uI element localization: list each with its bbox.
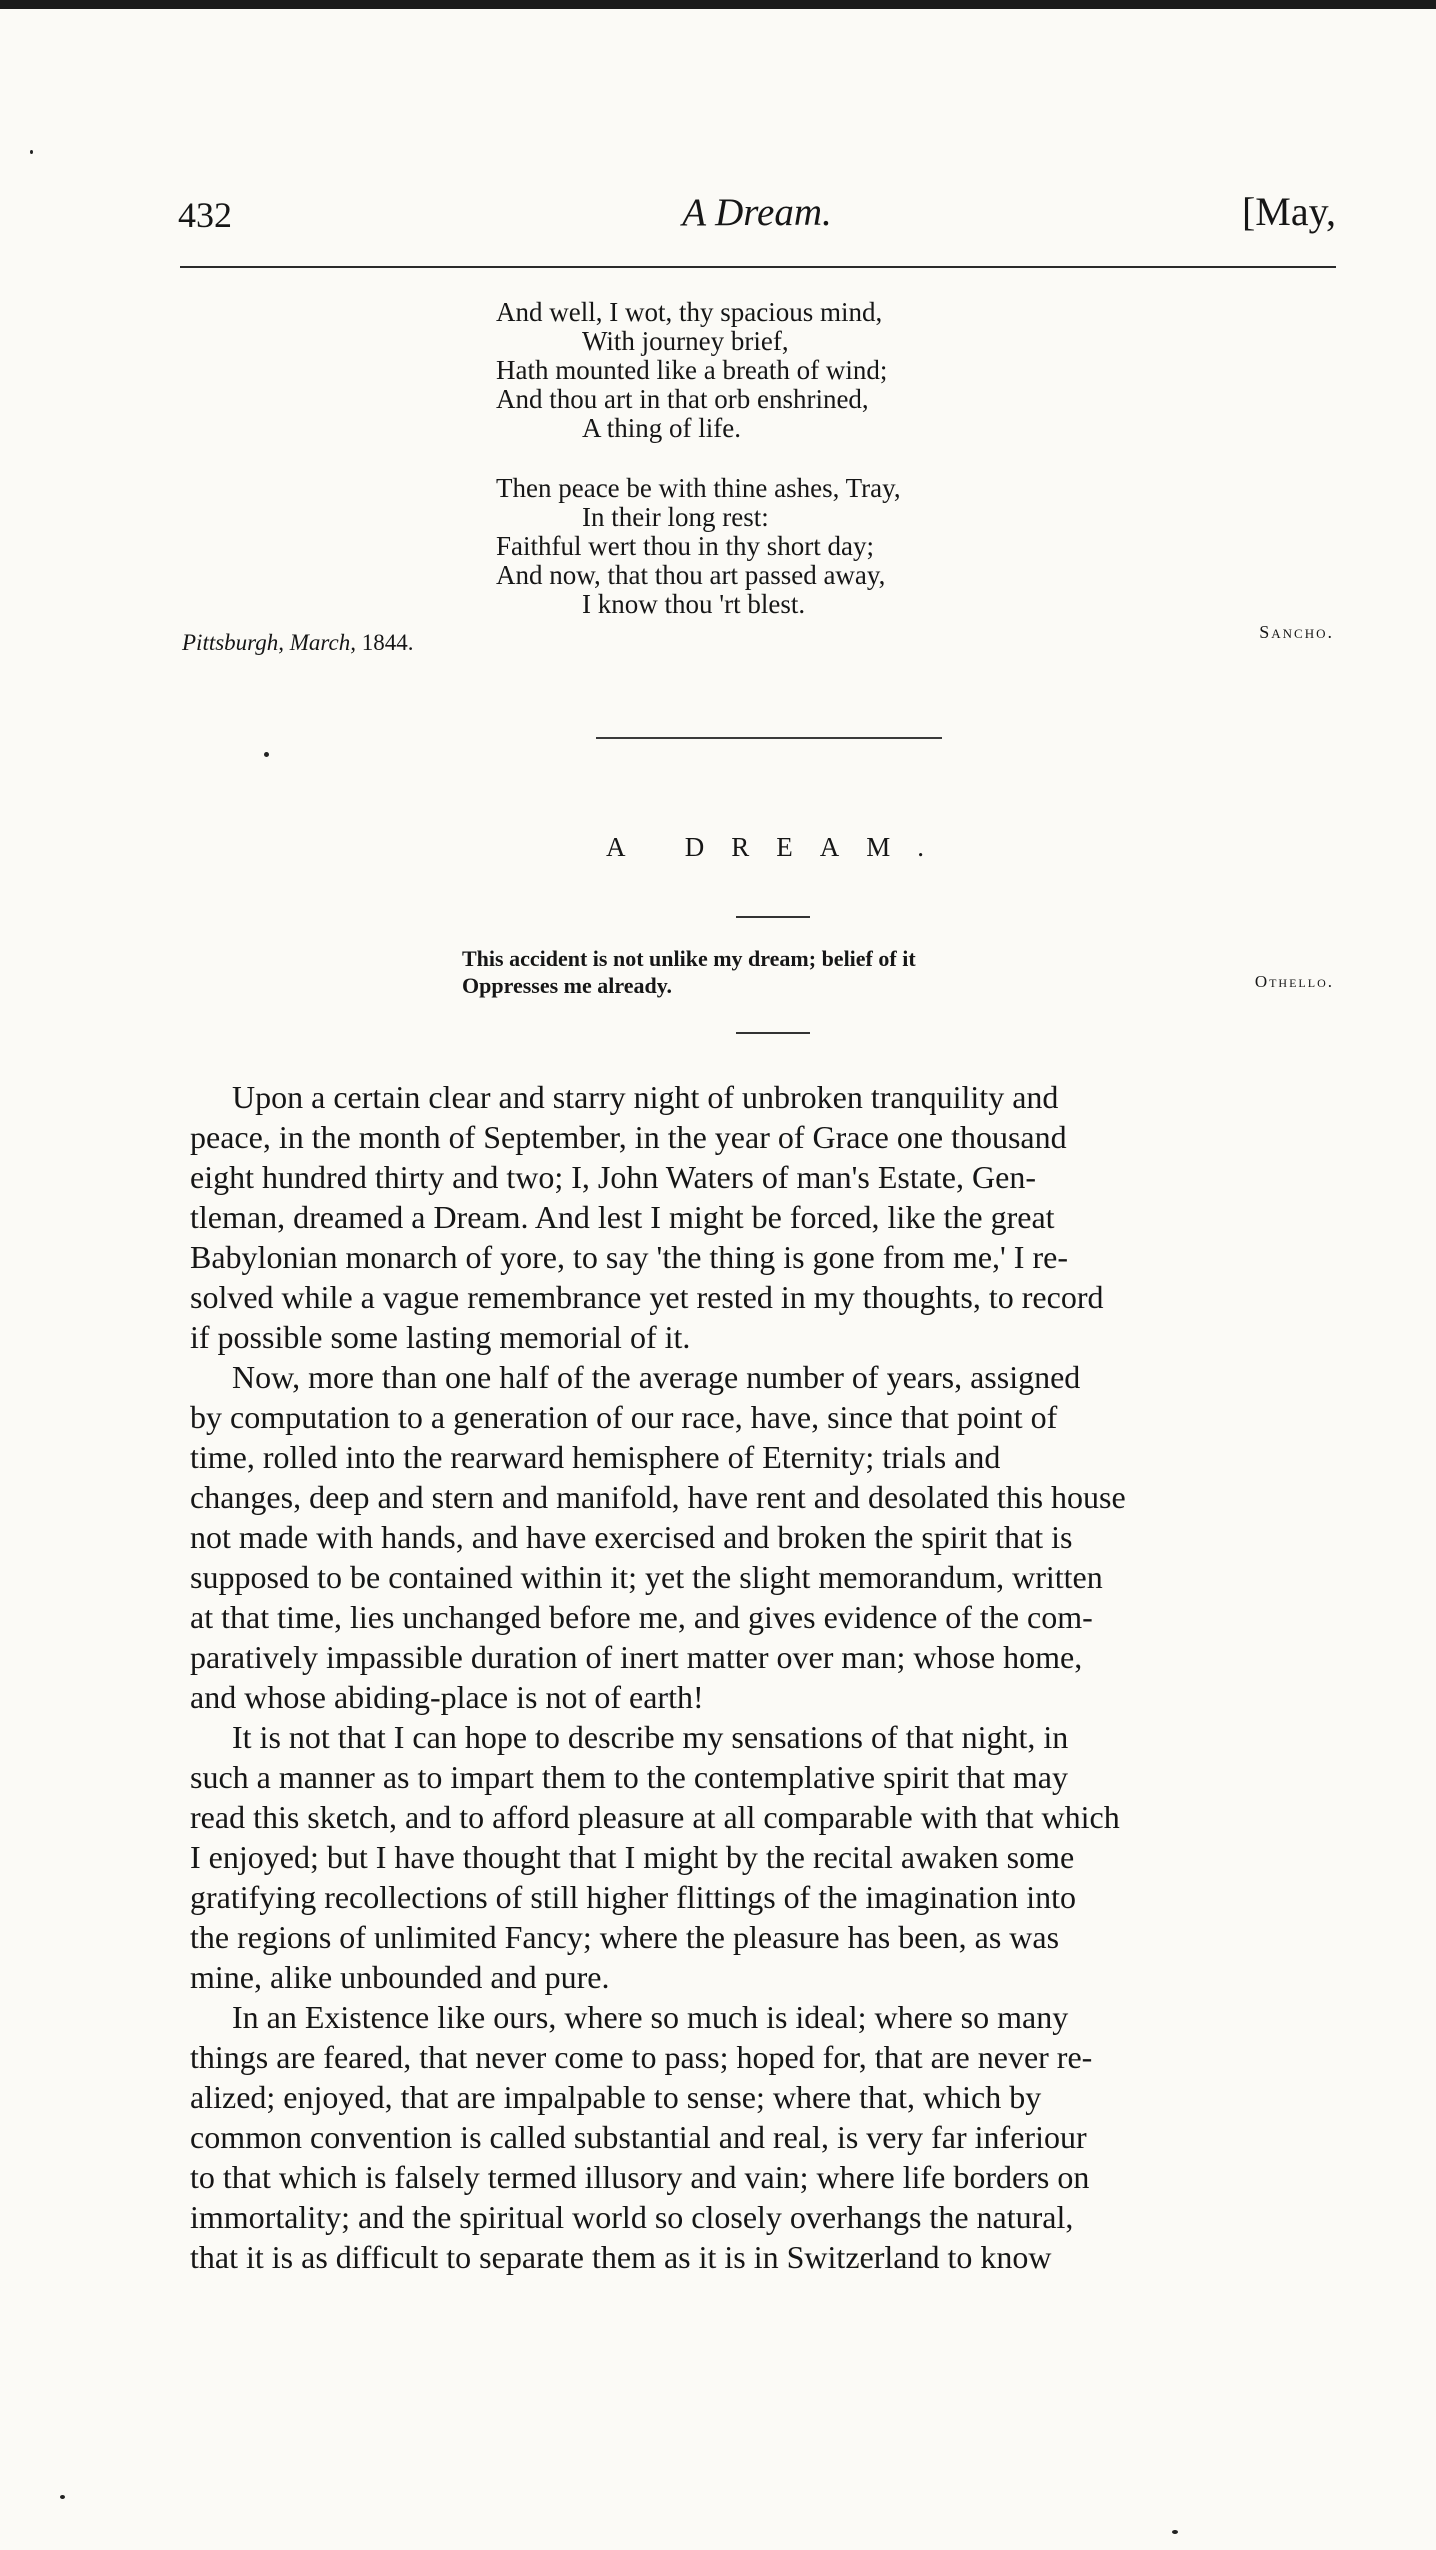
running-title: A Dream.	[682, 191, 832, 234]
paragraph-first-line: In an Existence like ours, where so much is ideal; where so many	[232, 1999, 1069, 2035]
paragraph-line: supposed to be contained within it; yet the slight memorandum, written	[190, 1559, 1103, 1595]
paragraph-line: gratifying recollections of still higher flittings of the imagination into	[190, 1879, 1077, 1915]
poem-line: And thou art in that orb enshrined,	[496, 384, 869, 414]
paragraph-line: immortality; and the spiritual world so closely overhangs the natural,	[190, 2199, 1074, 2235]
paragraph-line: mine, alike unbounded and pure.	[190, 1959, 610, 1995]
section-divider	[596, 737, 942, 739]
paragraph-line: solved while a vague remembrance yet rested in my thoughts, to record	[190, 1279, 1104, 1315]
paragraph-line: read this sketch, and to afford pleasure at all comparable with that which	[190, 1799, 1120, 1835]
paragraph-line: changes, deep and stern and manifold, have rent and desolated this house	[190, 1479, 1126, 1515]
poem-year: 1844.	[361, 630, 414, 655]
epigraph	[462, 945, 916, 999]
poem-line: Then peace be with thine ashes, Tray,	[496, 473, 901, 503]
paragraph-first-line: Now, more than one half of the average number of years, assigned	[232, 1359, 1081, 1395]
paragraph-line: things are feared, that never come to pass; hoped for, that are never re-	[190, 2039, 1093, 2075]
epigraph-source: Othello.	[1254, 972, 1334, 991]
epigraph-rule	[736, 1032, 810, 1034]
paragraph-first-line: It is not that I can hope to describe my sensations of that night, in	[232, 1719, 1069, 1755]
poem	[496, 298, 901, 650]
poem-line: And now, that thou art passed away,	[496, 560, 886, 590]
paragraph-line: that it is as difficult to separate them as it is in Switzerland to know	[190, 2239, 1052, 2275]
paragraph-line: by computation to a generation of our race, have, since that point of	[190, 1399, 1058, 1435]
scan-speck	[60, 2495, 65, 2499]
paragraph-line: peace, in the month of September, in the year of Grace one thousand	[190, 1119, 1067, 1155]
article-title: A DREAM.	[606, 832, 952, 862]
poem-line: With journey brief,	[582, 326, 789, 356]
paragraph-line: at that time, lies unchanged before me, and gives evidence of the com-	[190, 1599, 1093, 1635]
title-rule	[736, 916, 810, 918]
epigraph-line: This accident is not unlike my dream; belief of it	[462, 946, 916, 971]
paragraph-line: time, rolled into the rearward hemisphere of Eternity; trials and	[190, 1439, 1001, 1475]
poem-line: And well, I wot, thy spacious mind,	[496, 297, 883, 327]
paragraph-line: the regions of unlimited Fancy; where the pleasure has been, as was	[190, 1919, 1060, 1955]
paragraph-line: paratively impassible duration of inert matter over man; whose home,	[190, 1639, 1083, 1675]
epigraph-line: Oppresses me already.	[462, 973, 673, 998]
poem-stanza	[496, 298, 901, 443]
poem-stanza	[496, 474, 901, 619]
paragraph-line: and whose abiding-place is not of earth!	[190, 1679, 704, 1715]
paragraph-line: to that which is falsely termed illusory and vain; where life borders on	[190, 2159, 1090, 2195]
scan-speck	[264, 752, 269, 757]
poem-line: Faithful wert thou in thy short day;	[496, 531, 874, 561]
poem-line: Hath mounted like a breath of wind;	[496, 355, 888, 385]
article-body	[190, 1077, 1356, 2277]
header-rule	[180, 266, 1336, 268]
paragraph-line: Babylonian monarch of yore, to say 'the thing is gone from me,' I re-	[190, 1239, 1068, 1275]
header-month: [May,	[1241, 189, 1336, 234]
poem-signature: Sancho.	[1259, 622, 1334, 642]
paragraph-line: common convention is called substantial and real, is very far inferiour	[190, 2119, 1087, 2155]
poem-place: Pittsburgh, March,	[182, 630, 356, 655]
poem-line: In their long rest:	[582, 502, 769, 532]
paragraph-line: I enjoyed; but I have thought that I might by the recital awaken some	[190, 1839, 1075, 1875]
paragraph-first-line: Upon a certain clear and starry night of unbroken tranquility and	[232, 1079, 1059, 1115]
page-number: 432	[178, 195, 232, 235]
poem-line: A thing of life.	[582, 413, 741, 443]
poem-line: I know thou 'rt blest.	[582, 589, 806, 619]
paragraph-line: eight hundred thirty and two; I, John Waters of man's Estate, Gen-	[190, 1159, 1036, 1195]
paragraph-line: if possible some lasting memorial of it.	[190, 1319, 691, 1355]
poem-place-date	[182, 630, 413, 656]
page-header	[178, 188, 1336, 240]
paragraph-line: alized; enjoyed, that are impalpable to sense; where that, which by	[190, 2079, 1042, 2115]
paragraph-line: not made with hands, and have exercised and broken the spirit that is	[190, 1519, 1073, 1555]
paragraph-line: such a manner as to impart them to the contemplative spirit that may	[190, 1759, 1068, 1795]
scan-speck	[30, 150, 33, 154]
paragraph-line: tleman, dreamed a Dream. And lest I might be forced, like the great	[190, 1199, 1055, 1235]
scan-speck	[1172, 2530, 1178, 2534]
scan-edge	[0, 0, 1436, 9]
